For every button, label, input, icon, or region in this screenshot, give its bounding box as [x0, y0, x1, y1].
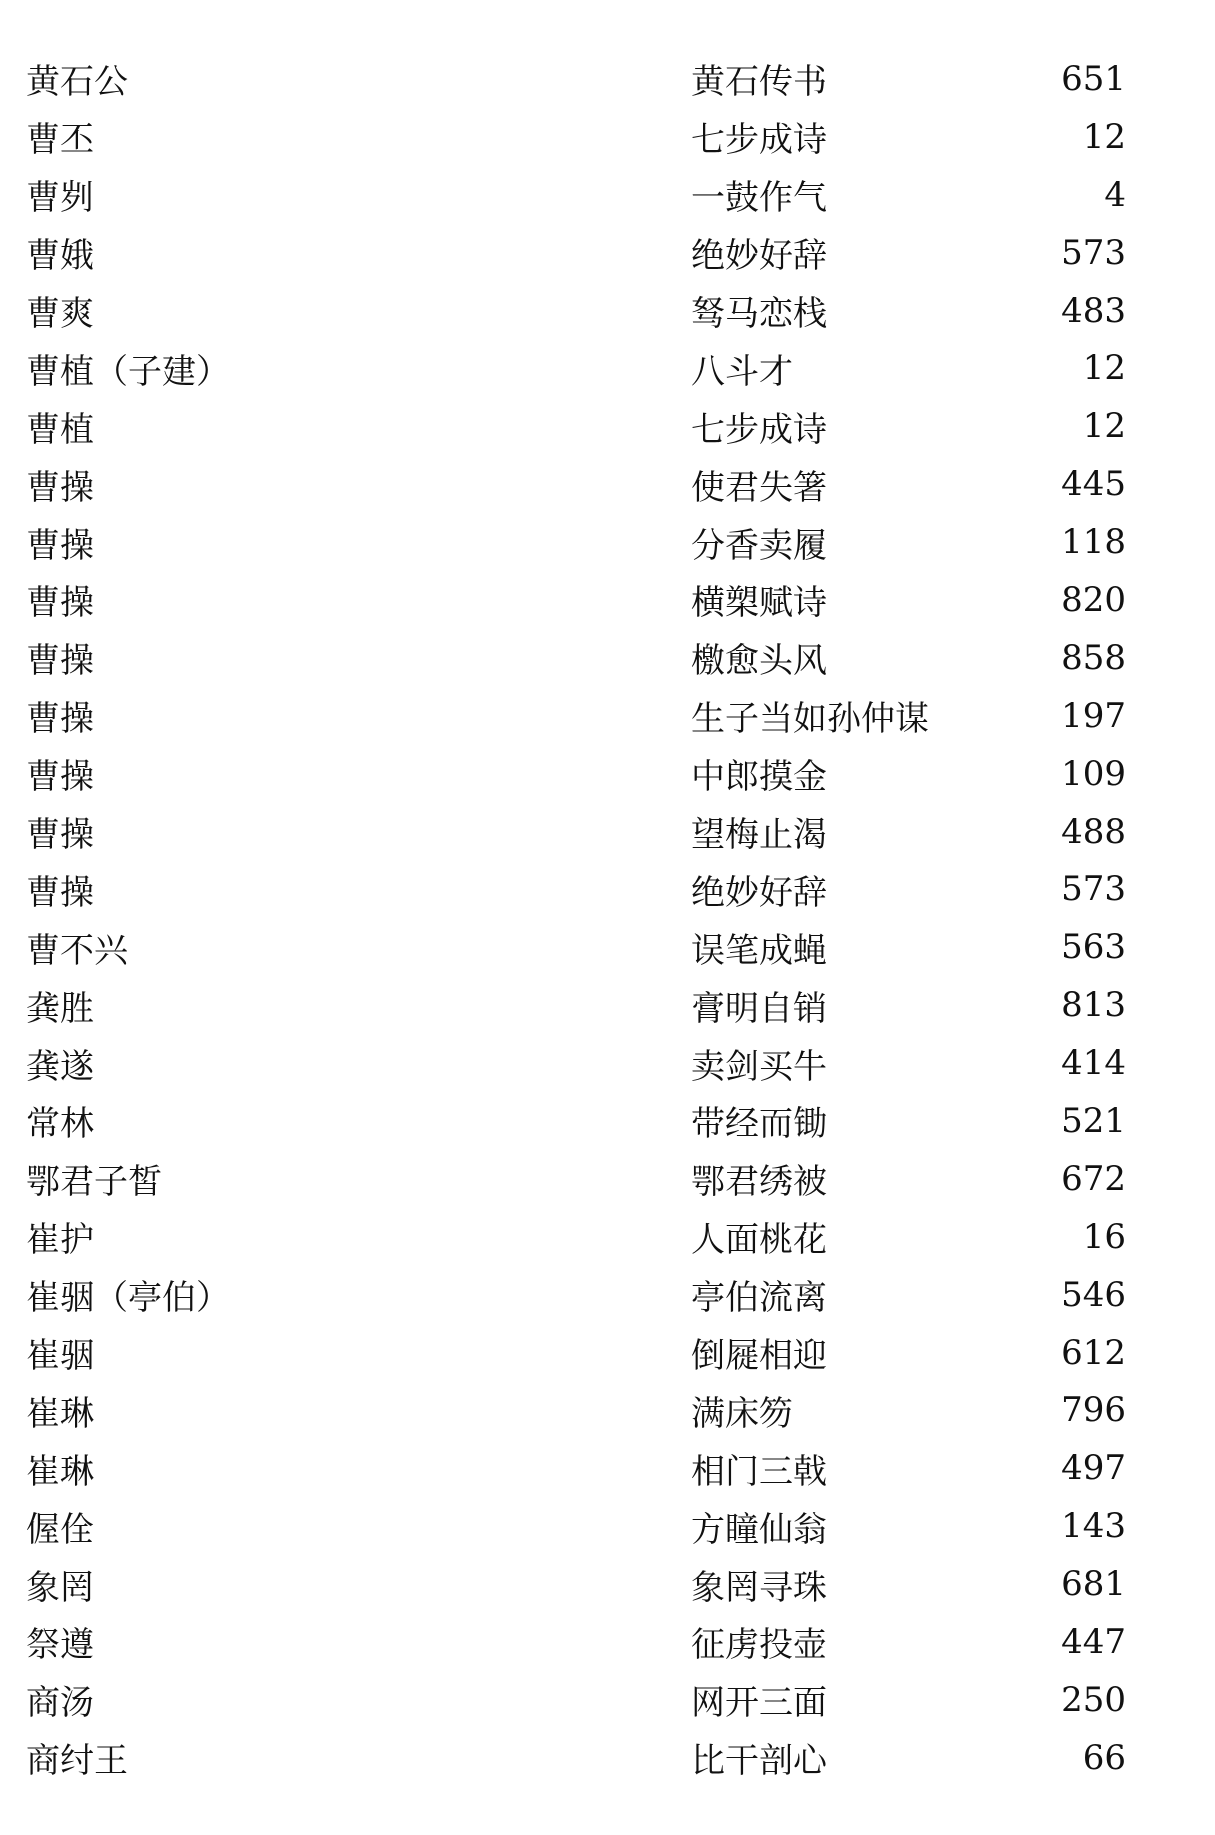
page-number: 143: [1061, 1506, 1126, 1547]
person-name: 曹爽: [26, 294, 94, 334]
index-row: [26, 1034, 1126, 1092]
page-number: 445: [1061, 464, 1126, 505]
page-number: 858: [1061, 637, 1126, 678]
index-row: [26, 1381, 1126, 1439]
person-name: 曹操: [26, 467, 94, 508]
idiom-title: 方瞳仙翁: [691, 1509, 827, 1550]
page-number: 16: [1082, 1216, 1126, 1257]
idiom-title: 七步成诗: [691, 120, 827, 161]
page-number: 612: [1061, 1332, 1126, 1373]
idiom-title: 八斗才: [691, 351, 793, 392]
idiom-title: 中郎摸金: [691, 757, 827, 798]
idiom-title: 征虏投壶: [691, 1625, 827, 1666]
idiom-title: 驽马恋栈: [691, 294, 827, 334]
person-name: 商汤: [26, 1683, 94, 1724]
idiom-title: 人面桃花: [691, 1220, 827, 1261]
idiom-title: 望梅止渴: [691, 815, 827, 856]
index-row: [26, 1266, 1126, 1324]
idiom-title: 一鼓作气: [691, 178, 827, 219]
page-number: 651: [1061, 58, 1126, 99]
idiom-title: 比干剖心: [691, 1741, 827, 1782]
page-number: 12: [1082, 406, 1126, 447]
person-name: 鄂君子皙: [26, 1162, 162, 1203]
index-row: [26, 108, 1126, 166]
index-row: [26, 1150, 1126, 1208]
person-name: 崔琳: [26, 1451, 94, 1492]
person-name: 曹操: [26, 525, 94, 566]
index-row: [26, 687, 1126, 745]
index-row: [26, 1613, 1126, 1671]
idiom-title: 膏明自销: [691, 988, 827, 1029]
person-name: 崔琳: [26, 1393, 94, 1434]
person-name: 崔骃（亭伯）: [26, 1278, 230, 1319]
index-row: [26, 629, 1126, 687]
page-number: 109: [1061, 753, 1126, 794]
page-number: 250: [1061, 1679, 1126, 1720]
idiom-title: 卖剑买牛: [691, 1046, 827, 1087]
page-number: 12: [1082, 348, 1126, 389]
person-name: 曹操: [26, 641, 94, 682]
page-number: 681: [1061, 1564, 1126, 1605]
idiom-title: 带经而锄: [691, 1104, 827, 1145]
index-row: [26, 803, 1126, 861]
index-row: [26, 1555, 1126, 1613]
idiom-title: 横槊赋诗: [691, 583, 827, 624]
idiom-title: 倒屣相迎: [691, 1336, 827, 1377]
index-row: [26, 50, 1126, 108]
page-number: 66: [1082, 1737, 1126, 1778]
index-row: [26, 166, 1126, 224]
idiom-title: 误笔成蝇: [691, 930, 827, 971]
person-name: 黄石公: [26, 62, 128, 103]
idiom-title: 亭伯流离: [691, 1278, 827, 1319]
page-number: 813: [1061, 985, 1126, 1026]
page-number: 414: [1061, 1043, 1126, 1084]
page-number: 197: [1061, 695, 1126, 736]
page-number: 447: [1061, 1621, 1126, 1662]
index-row: [26, 571, 1126, 629]
index-row: [26, 1497, 1126, 1555]
index-row: [26, 339, 1126, 397]
idiom-title: 满床笏: [691, 1393, 793, 1434]
index-row: [26, 1671, 1126, 1729]
page-number: 820: [1061, 579, 1126, 620]
idiom-title: 相门三戟: [691, 1451, 827, 1492]
person-name: 崔护: [26, 1220, 94, 1261]
index-row: [26, 1092, 1126, 1150]
page-number: 573: [1061, 869, 1126, 910]
idiom-title: 分香卖履: [691, 525, 827, 566]
idiom-title: 象罔寻珠: [691, 1567, 827, 1608]
person-name: 商纣王: [26, 1741, 128, 1782]
page-number: 483: [1061, 290, 1126, 331]
index-table: [26, 50, 1126, 1787]
person-name: 曹不兴: [26, 930, 128, 971]
person-name: 曹植（子建）: [26, 351, 230, 392]
index-row: [26, 282, 1126, 340]
index-row: [26, 397, 1126, 455]
index-row: [26, 224, 1126, 282]
person-name: 曹丕: [26, 120, 94, 161]
person-name: 曹操: [26, 699, 94, 740]
index-row: [26, 1324, 1126, 1382]
idiom-title: 七步成诗: [691, 409, 827, 450]
index-row: [26, 860, 1126, 918]
page-number: 573: [1061, 232, 1126, 273]
idiom-title: 鄂君绣被: [691, 1162, 827, 1203]
idiom-title: 生子当如孙仲谋: [691, 699, 929, 740]
idiom-title: 檄愈头风: [691, 641, 827, 682]
person-name: 曹操: [26, 757, 94, 798]
index-row: [26, 1208, 1126, 1266]
index-row: [26, 976, 1126, 1034]
person-name: 龚胜: [26, 988, 94, 1029]
person-name: 祭遵: [26, 1625, 94, 1666]
index-row: [26, 745, 1126, 803]
page-number: 672: [1061, 1158, 1126, 1199]
idiom-title: 绝妙好辞: [691, 236, 827, 277]
page-number: 4: [1104, 174, 1126, 215]
page-number: 796: [1061, 1390, 1126, 1431]
page-number: 546: [1061, 1274, 1126, 1315]
person-name: 曹操: [26, 815, 94, 856]
page-number: 497: [1061, 1448, 1126, 1489]
person-name: 象罔: [26, 1567, 94, 1608]
page-number: 521: [1061, 1100, 1126, 1141]
page-number: 12: [1082, 116, 1126, 157]
person-name: 曹刿: [26, 178, 94, 219]
idiom-title: 使君失箸: [691, 467, 827, 508]
person-name: 曹娥: [26, 236, 94, 277]
index-row: [26, 1439, 1126, 1497]
page-number: 488: [1061, 811, 1126, 852]
person-name: 曹植: [26, 409, 94, 450]
page-number: 563: [1061, 927, 1126, 968]
idiom-title: 网开三面: [691, 1683, 827, 1724]
index-row: [26, 1729, 1126, 1787]
index-row: [26, 513, 1126, 571]
person-name: 偓佺: [26, 1509, 94, 1550]
index-row: [26, 918, 1126, 976]
index-row: [26, 455, 1126, 513]
page-number: 118: [1061, 522, 1126, 563]
person-name: 曹操: [26, 583, 94, 624]
idiom-title: 绝妙好辞: [691, 872, 827, 913]
person-name: 常林: [26, 1104, 94, 1145]
idiom-title: 黄石传书: [691, 62, 827, 103]
person-name: 曹操: [26, 872, 94, 913]
person-name: 龚遂: [26, 1046, 94, 1087]
person-name: 崔骃: [26, 1336, 94, 1377]
